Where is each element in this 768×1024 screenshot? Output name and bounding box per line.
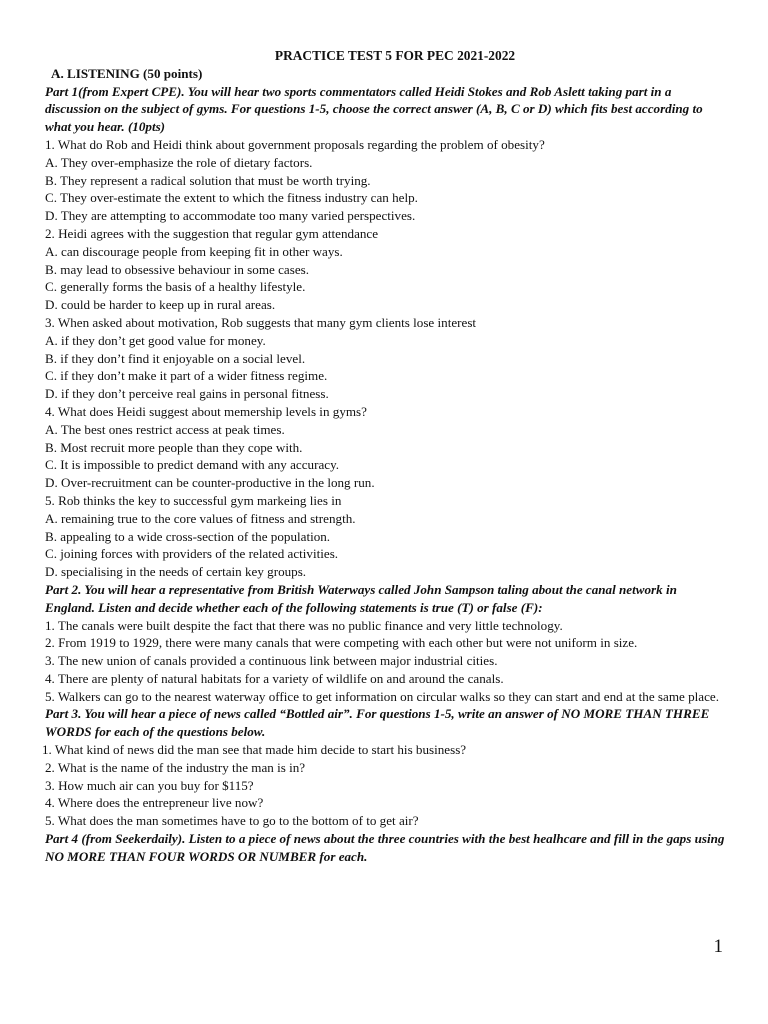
part2-line: 3. The new union of canals provided a continuous link between major industrial cities. bbox=[45, 653, 498, 669]
part1-line: A. They over-emphasize the role of dietary factors. bbox=[45, 154, 313, 170]
part1-line: C. generally forms the basis of a healthy lifestyle. bbox=[45, 279, 306, 295]
part1-line: C. joining forces with providers of the related activities. bbox=[45, 546, 339, 562]
part3-line: 4. Where does the entrepreneur live now? bbox=[45, 795, 264, 811]
part1-line: 1. What do Rob and Heidi think about government proposals regarding the problem of obesity? bbox=[45, 136, 545, 152]
part1-line: 3. When asked about motivation, Rob suggests that many gym clients lose interest bbox=[45, 314, 477, 330]
part3-line: 1. What kind of news did the man see that made him decide to start his business? bbox=[42, 742, 467, 758]
part3-line: 3. How much air can you buy for $115? bbox=[45, 777, 254, 793]
part1-line: 5. Rob thinks the key to successful gym markeing lies in bbox=[45, 492, 342, 508]
part3-line: 5. What does the man sometimes have to go to the bottom of to get air? bbox=[45, 813, 419, 829]
part3-questions bbox=[42, 741, 725, 830]
part2-statements bbox=[45, 617, 725, 706]
part1-line: C. if they don’t make it part of a wider fitness regime. bbox=[45, 368, 328, 384]
part1-line: D. if they don’t perceive real gains in personal fitness. bbox=[45, 386, 329, 402]
section-heading: A. LISTENING (50 points) bbox=[51, 65, 203, 81]
part1-line: A. The best ones restrict access at peak times. bbox=[45, 421, 285, 437]
part1-line: A. if they don’t get good value for money. bbox=[45, 332, 266, 348]
page-number: 1 bbox=[713, 936, 723, 957]
part1-line: C. They over-estimate the extent to which the fitness industry can help. bbox=[45, 190, 418, 206]
part1-line: D. could be harder to keep up in rural areas. bbox=[45, 297, 276, 313]
part1-line: D. Over-recruitment can be counter-productive in the long run. bbox=[45, 475, 375, 491]
document-body bbox=[42, 47, 725, 866]
part1-line: B. appealing to a wide cross-section of the population. bbox=[45, 528, 331, 544]
part1-line: 2. Heidi agrees with the suggestion that regular gym attendance bbox=[45, 225, 379, 241]
part1-line: A. remaining true to the core values of fitness and strength. bbox=[45, 510, 356, 526]
page-title: PRACTICE TEST 5 FOR PEC 2021-2022 bbox=[274, 48, 516, 63]
part1-instruction: Part 1(from Expert CPE). You will hear two sports commentators called Heidi Stokes and Rob Aslett taking part in a discussion on the subject of gyms. For questions 1-5, choose the correct answer (A, B, C or D) which fits best according to what you hear. (10pts) bbox=[45, 83, 703, 135]
part3-instruction: Part 3. You will hear a piece of news called “Bottled air”. For questions 1-5, write an answer of NO MORE THAN THREE WORDS for each of the questions below. bbox=[45, 706, 710, 740]
part1-questions bbox=[45, 136, 725, 581]
part1-line: A. can discourage people from keeping fit in other ways. bbox=[45, 243, 343, 259]
part1-line: B. Most recruit more people than they cope with. bbox=[45, 439, 303, 455]
part1-line: D. specialising in the needs of certain key groups. bbox=[45, 564, 307, 580]
part1-line: B. if they don’t find it enjoyable on a social level. bbox=[45, 350, 306, 366]
part3-line: 2. What is the name of the industry the man is in? bbox=[45, 759, 306, 775]
part1-line: 4. What does Heidi suggest about memership levels in gyms? bbox=[45, 403, 367, 419]
part2-line: 2. From 1919 to 1929, there were many canals that were competing with each other but were not uniform in size. bbox=[45, 635, 638, 651]
part2-line: 1. The canals were built despite the fact that there was no public finance and very little technology. bbox=[45, 617, 563, 633]
part2-line: 4. There are plenty of natural habitats for a variety of wildlife on and around the canals. bbox=[45, 670, 504, 686]
part1-line: B. They represent a radical solution that must be worth trying. bbox=[45, 172, 371, 188]
part1-line: D. They are attempting to accommodate too many varied perspectives. bbox=[45, 208, 416, 224]
part1-line: C. It is impossible to predict demand with any accuracy. bbox=[45, 457, 340, 473]
part4-instruction: Part 4 (from Seekerdaily). Listen to a piece of news about the three countries with the best healhcare and fill in the gaps using NO MORE THAN FOUR WORDS OR NUMBER for each. bbox=[45, 831, 725, 864]
part2-instruction: Part 2. You will hear a representative from British Waterways called John Sampson taling about the canal network in England. Listen and decide whether each of the following statements is true (T) or false (F): bbox=[45, 581, 677, 615]
part1-line: B. may lead to obsessive behaviour in some cases. bbox=[45, 261, 309, 277]
part2-line: 5. Walkers can go to the nearest waterway office to get information on circular walks so they can start and end at the same place. bbox=[45, 688, 719, 704]
